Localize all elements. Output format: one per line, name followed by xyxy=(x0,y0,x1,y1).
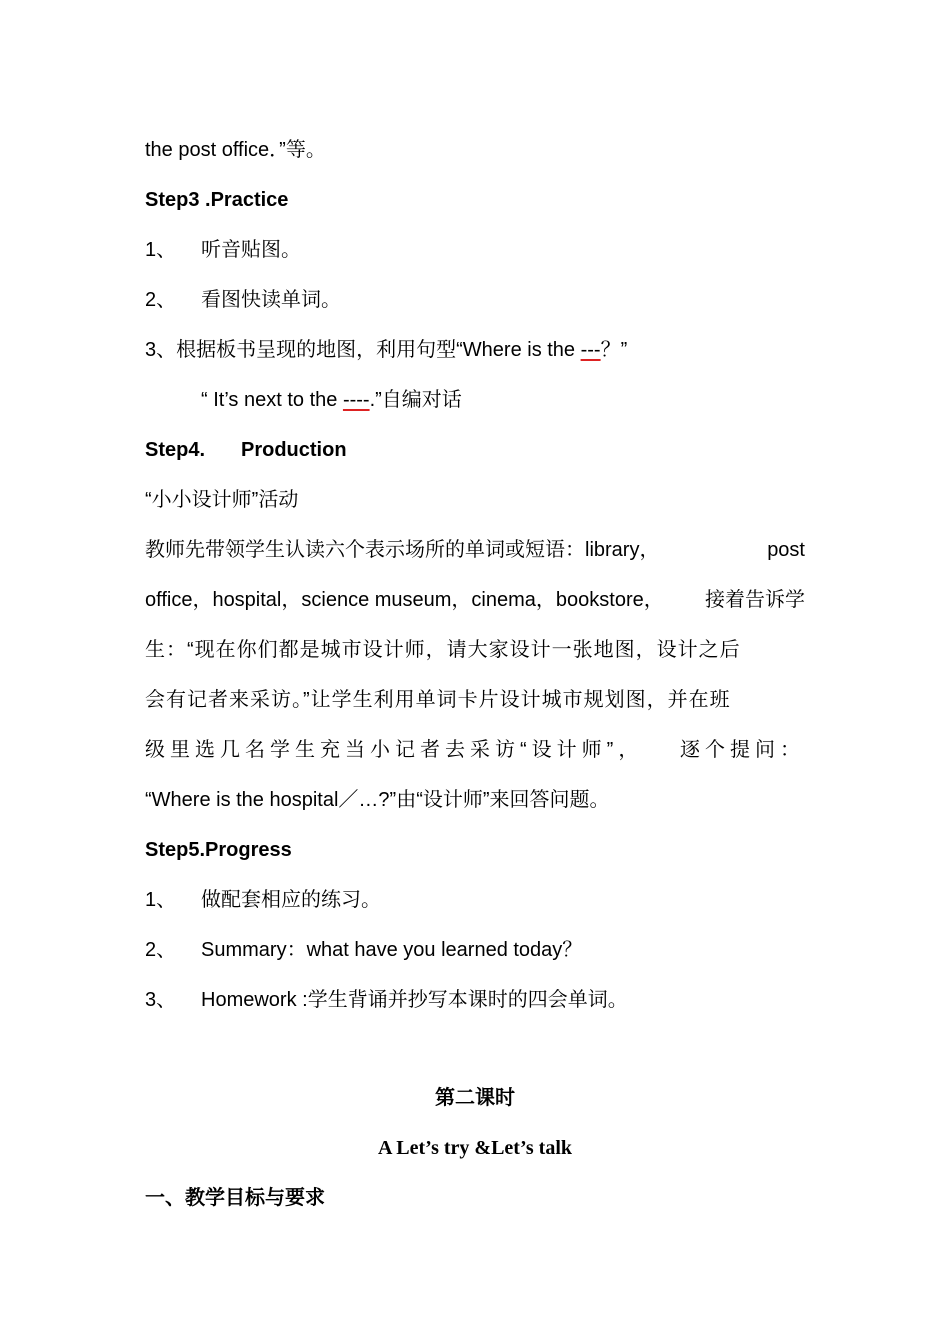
list-text: 做配套相应的练习。 xyxy=(201,889,381,911)
step4-heading xyxy=(145,436,347,464)
list-item xyxy=(145,286,341,314)
list-number: 1、 xyxy=(145,889,177,911)
blank-underline: --- xyxy=(580,339,601,361)
list-number: 1、 xyxy=(145,239,177,261)
list-text: 看图快读单词。 xyxy=(201,289,341,311)
list-number: 2、 xyxy=(145,289,177,311)
lesson-title: 第二课时 xyxy=(435,1087,515,1109)
list-item xyxy=(145,986,628,1014)
text-segment: 级里选几名学生充当小记者去采访“设计师”， xyxy=(145,739,644,761)
text-segment: 接着告诉学 xyxy=(705,589,805,611)
text-line xyxy=(201,386,462,414)
list-text: Homework :学生背诵并抄写本课时的四会单词。 xyxy=(201,989,628,1011)
list-item xyxy=(145,336,627,364)
text-line: “小小设计师”活动 xyxy=(145,489,299,511)
text-segment: “ It’s next to the xyxy=(201,389,343,411)
list-text: Summary：what have you learned today？ xyxy=(201,939,583,961)
list-number: 2、 xyxy=(145,939,177,961)
blank-underline: ---- xyxy=(342,389,370,411)
step4-title: Production xyxy=(241,439,347,461)
paragraph-line: 生：“现在你们都是城市设计师，请大家设计一张地图，设计之后 xyxy=(145,639,741,661)
paragraph-line xyxy=(145,536,805,564)
paragraph-line xyxy=(145,586,805,614)
list-number: 3、 xyxy=(145,989,177,1011)
list-item xyxy=(145,886,381,914)
list-text: 3、根据板书呈现的地图，利用句型“Where is the xyxy=(145,339,581,361)
step5-heading: Step5.Progress xyxy=(145,839,292,861)
text-segment: 教师先带领学生认读六个表示场所的单词或短语：library， xyxy=(145,539,660,561)
section-heading: 一、教学目标与要求 xyxy=(145,1187,325,1209)
step4-label: Step4. xyxy=(145,439,206,461)
text-segment: 逐个提问： xyxy=(680,739,805,761)
text-segment: .”自编对话 xyxy=(369,389,462,411)
list-text: 听音贴图。 xyxy=(201,239,301,261)
paragraph-line xyxy=(145,736,805,764)
list-text: ？” xyxy=(600,339,628,361)
lesson-subtitle: A Let’s try &Let’s talk xyxy=(377,1137,573,1159)
step3-heading: Step3 .Practice xyxy=(145,189,289,211)
paragraph-line: 会有记者来采访。”让学生利用单词卡片设计城市规划图，并在班 xyxy=(145,689,731,711)
paragraph-line: “Where is the hospital／…?”由“设计师”来回答问题。 xyxy=(145,789,610,811)
text-segment: post xyxy=(767,539,805,561)
list-item xyxy=(145,936,582,964)
list-item xyxy=(145,236,301,264)
text-segment: office，hospital，science museum，cinema，bookstore， xyxy=(145,589,664,611)
text-line: the post office．”等。 xyxy=(145,139,326,161)
